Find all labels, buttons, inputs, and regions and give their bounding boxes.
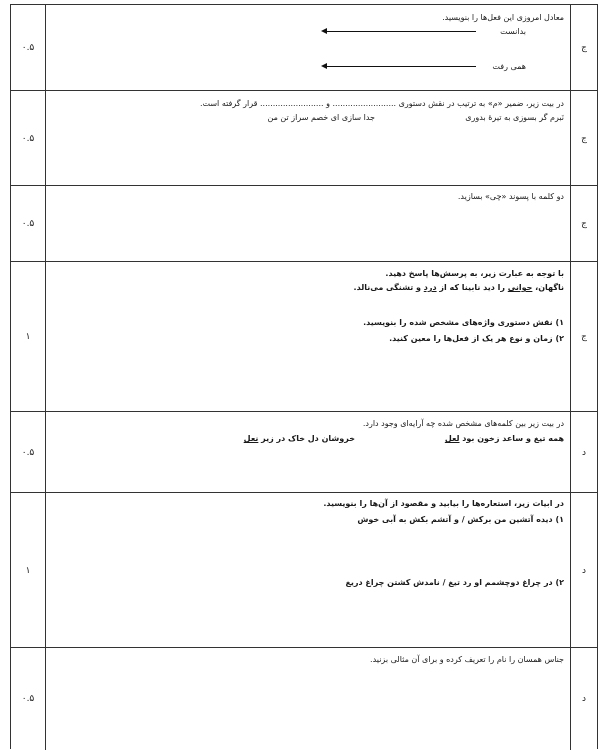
question-instruction: دو کلمه با پسوند «چی» بسازید. [457,192,564,201]
row-letter: ج [570,5,597,91]
arrow-left-icon [326,31,476,32]
row-letter: د [570,493,597,648]
question-instruction: در بیت زیر، ضمیر «م» به ترتیب در نقش دستوری ......................... و ......................... قرار گرفته است. [199,99,564,108]
question-content [46,262,570,412]
verse-line: ۱) دیده آتشین من برکش / و آتشم بکش به آبی خوش [357,515,564,524]
question-row-2 [11,90,597,186]
verse-hemistich: خروشان دل خاک در زیر نعل [243,434,355,443]
question-instruction: معادل امروزی این فعل‌ها را بنویسید. [442,13,564,22]
question-content [46,91,570,186]
question-content [46,648,570,750]
row-letter: ج [570,262,597,412]
verse-hemistich: جدا سازی ای خصم سراز تن من [267,113,375,122]
question-content [46,493,570,648]
answer-item: همی رفت [492,62,526,71]
row-letter: ج [570,186,597,262]
verse-line: ۲) در چراغ دوچشمم او رد تیغ / نامدش کشتن چراغ دریغ [345,578,564,587]
question-instruction: جناس همسان را نام را تعریف کرده و برای آن مثالی بزنید. [370,655,564,664]
score-cell: ۰.۵ [11,5,46,91]
question-row-3 [11,185,597,262]
question-instruction: در ابیات زیر، استعاره‌ها را بیابید و مقصود از آن‌ها را بنویسید. [323,499,564,508]
question-sentence: ناگهان، جوانی را دید نابینا که از درد و تشنگی می‌نالد. [353,283,564,292]
question-instruction: در بیت زیر بین کلمه‌های مشخص شده چه آرایه‌ای وجود دارد. [362,419,564,428]
verse-hemistich: نَبرم گر بسوزی به تیرهٔ بدوری [465,113,564,122]
row-letter: ج [570,91,597,186]
question-content [46,412,570,493]
arrow-left-icon [326,66,476,67]
question-row-1 [11,4,597,91]
row-letter: د [570,412,597,493]
answer-item: بدانست [500,27,526,36]
verse-hemistich: همه تیغ و ساعد زخون بود لعل [444,434,564,443]
question-content [46,186,570,262]
question-instruction: با توجه به عبارت زیر، به پرسش‌ها پاسخ دهید. [385,269,564,278]
score-cell: ۰.۵ [11,186,46,262]
score-cell: ۰.۵ [11,412,46,493]
score-cell: ۰.۵ [11,91,46,186]
score-cell: ۱ [11,262,46,412]
question-content [46,5,570,91]
sub-question-2: ۲) زمان و نوع هر یک از فعل‌ها را معین کنید. [389,334,564,343]
highlighted-word: جوانی [507,283,533,292]
question-row-5 [11,411,597,493]
question-row-4 [11,261,597,412]
exam-sheet [10,4,598,749]
highlighted-word: درد [423,283,437,292]
question-row-6 [11,492,597,648]
score-cell: ۱ [11,493,46,648]
sub-question-1: ۱) نقش دستوری واژه‌های مشخص شده را بنویسید. [363,318,564,327]
highlighted-word: لعل [444,434,460,443]
row-letter: د [570,648,597,750]
question-row-7 [11,647,597,750]
score-cell: ۰.۵ [11,648,46,750]
highlighted-word: نعل [243,434,259,443]
